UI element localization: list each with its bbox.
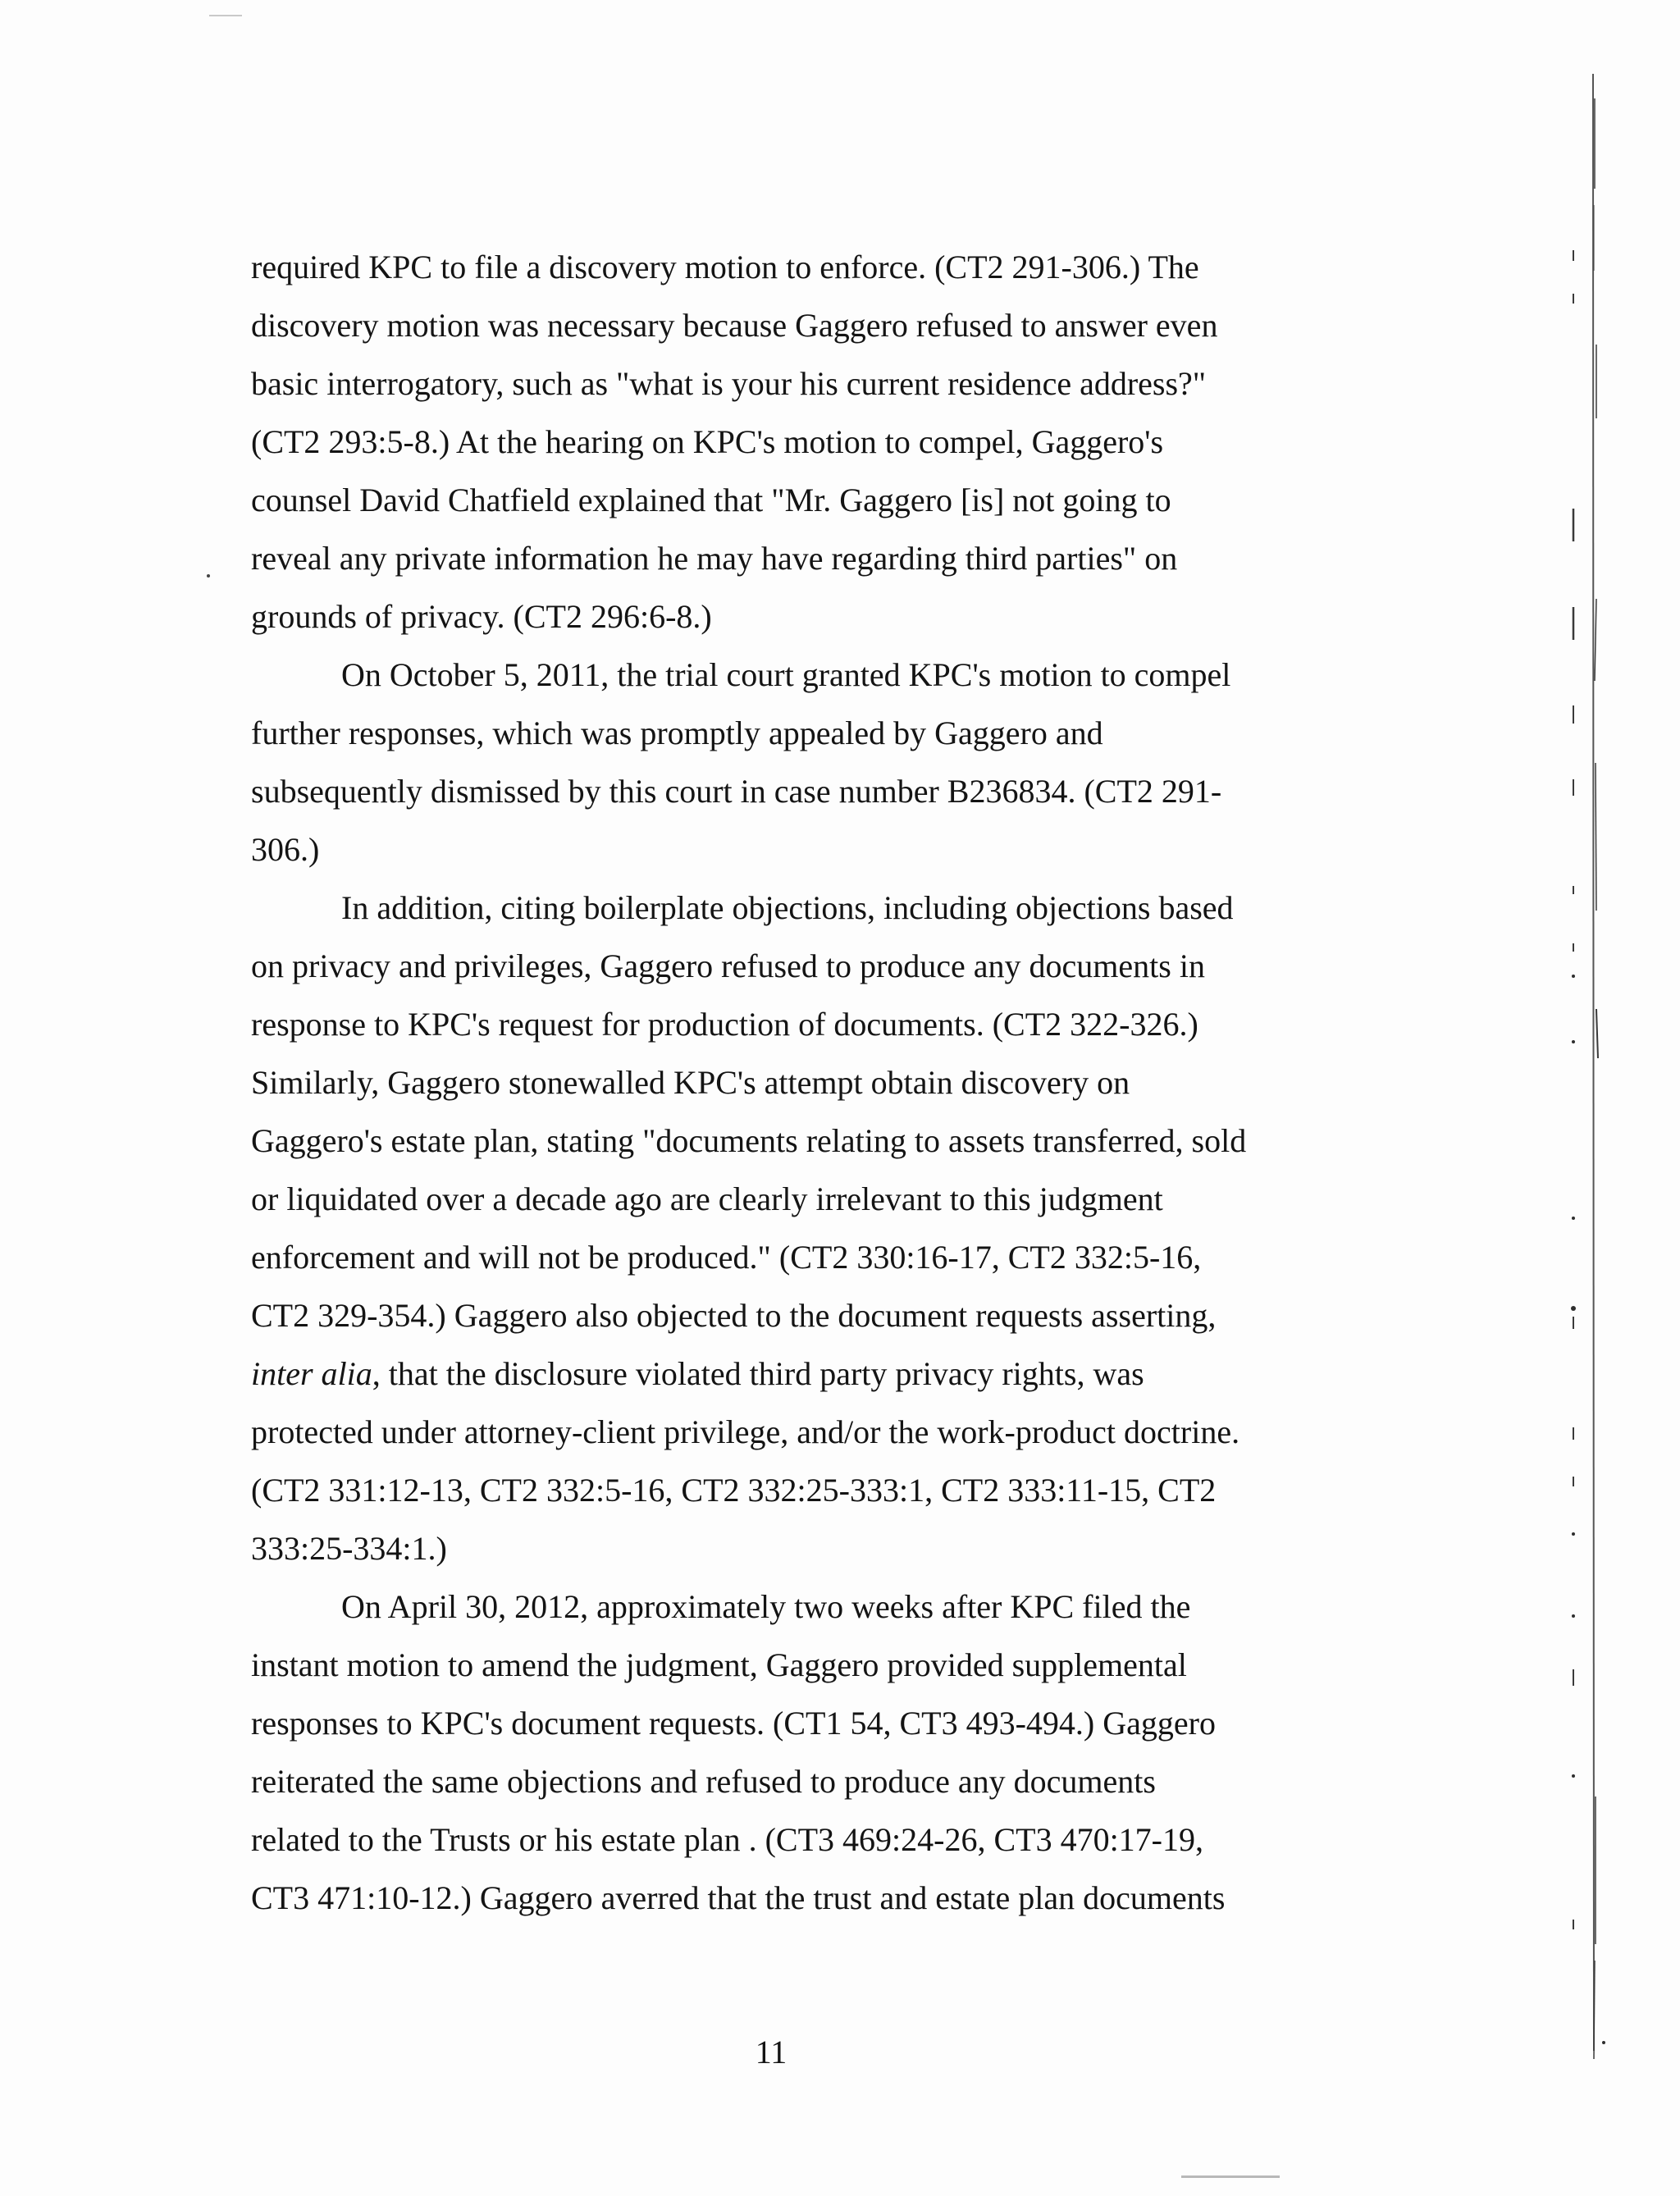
text-line: enforcement and will not be produced." (CT2 330:16-17, CT2 332:5-16,: [251, 1239, 1202, 1276]
text-line: Similarly, Gaggero stonewalled KPC's attempt obtain discovery on: [251, 1064, 1130, 1101]
text-line-rest: , that the disclosure violated third party privacy rights, was: [372, 1355, 1144, 1392]
text-line: reveal any private information he may have regarding third parties" on: [251, 540, 1178, 577]
text-line: responses to KPC's document requests. (CT1 54, CT3 493-494.) Gaggero: [251, 1705, 1216, 1742]
text-line: response to KPC's request for production of documents. (CT2 322-326.): [251, 1006, 1198, 1043]
text-line: (CT2 293:5-8.) At the hearing on KPC's motion to compel, Gaggero's: [251, 423, 1164, 460]
text-line: or liquidated over a decade ago are clearly irrelevant to this judgment: [251, 1180, 1163, 1217]
text-line: counsel David Chatfield explained that "Mr. Gaggero [is] not going to: [251, 482, 1171, 518]
italic-phrase: inter alia: [251, 1355, 372, 1392]
text-line: discovery motion was necessary because Gaggero refused to answer even: [251, 307, 1218, 344]
paragraph-first-line: On April 30, 2012, approximately two weeks after KPC filed the: [341, 1588, 1191, 1625]
paragraph-first-line: In addition, citing boilerplate objections, including objections based: [341, 889, 1234, 926]
text-line: CT3 471:10-12.) Gaggero averred that the trust and estate plan documents: [251, 1879, 1226, 1916]
scan-artifact-dot: [207, 574, 210, 578]
scan-artifact-top: [209, 15, 242, 16]
text-line: related to the Trusts or his estate plan . (CT3 469:24-26, CT3 470:17-19,: [251, 1821, 1203, 1858]
paragraph-first-line: On October 5, 2011, the trial court granted KPC's motion to compel: [341, 656, 1231, 693]
text-line: Gaggero's estate plan, stating "documents relating to assets transferred, sold: [251, 1122, 1247, 1159]
page-number: 11: [755, 2034, 788, 2070]
text-line: grounds of privacy. (CT2 296:6-8.): [251, 598, 712, 635]
text-line: 306.): [251, 831, 320, 868]
text-line: instant motion to amend the judgment, Gaggero provided supplemental: [251, 1646, 1187, 1683]
text-line: CT2 329-354.) Gaggero also objected to the document requests asserting,: [251, 1297, 1217, 1334]
text-line: on privacy and privileges, Gaggero refused to produce any documents in: [251, 947, 1205, 984]
text-line: reiterated the same objections and refused to produce any documents: [251, 1763, 1156, 1800]
text-line: protected under attorney-client privilege, and/or the work-product doctrine.: [251, 1413, 1240, 1450]
text-line: subsequently dismissed by this court in case number B236834. (CT2 291-: [251, 773, 1222, 810]
text-line: basic interrogatory, such as "what is your his current residence address?": [251, 365, 1207, 402]
text-line: (CT2 331:12-13, CT2 332:5-16, CT2 332:25-333:1, CT2 333:11-15, CT2: [251, 1472, 1217, 1509]
text-line: further responses, which was promptly appealed by Gaggero and: [251, 714, 1103, 751]
text-line: [251, 1355, 1144, 1392]
text-line: 333:25-334:1.): [251, 1530, 447, 1567]
scan-margin-artifacts: [1567, 74, 1616, 2108]
text-line: required KPC to file a discovery motion to enforce. (CT2 291-306.) The: [251, 249, 1199, 285]
scan-artifact-bottom: [1181, 2175, 1280, 2178]
